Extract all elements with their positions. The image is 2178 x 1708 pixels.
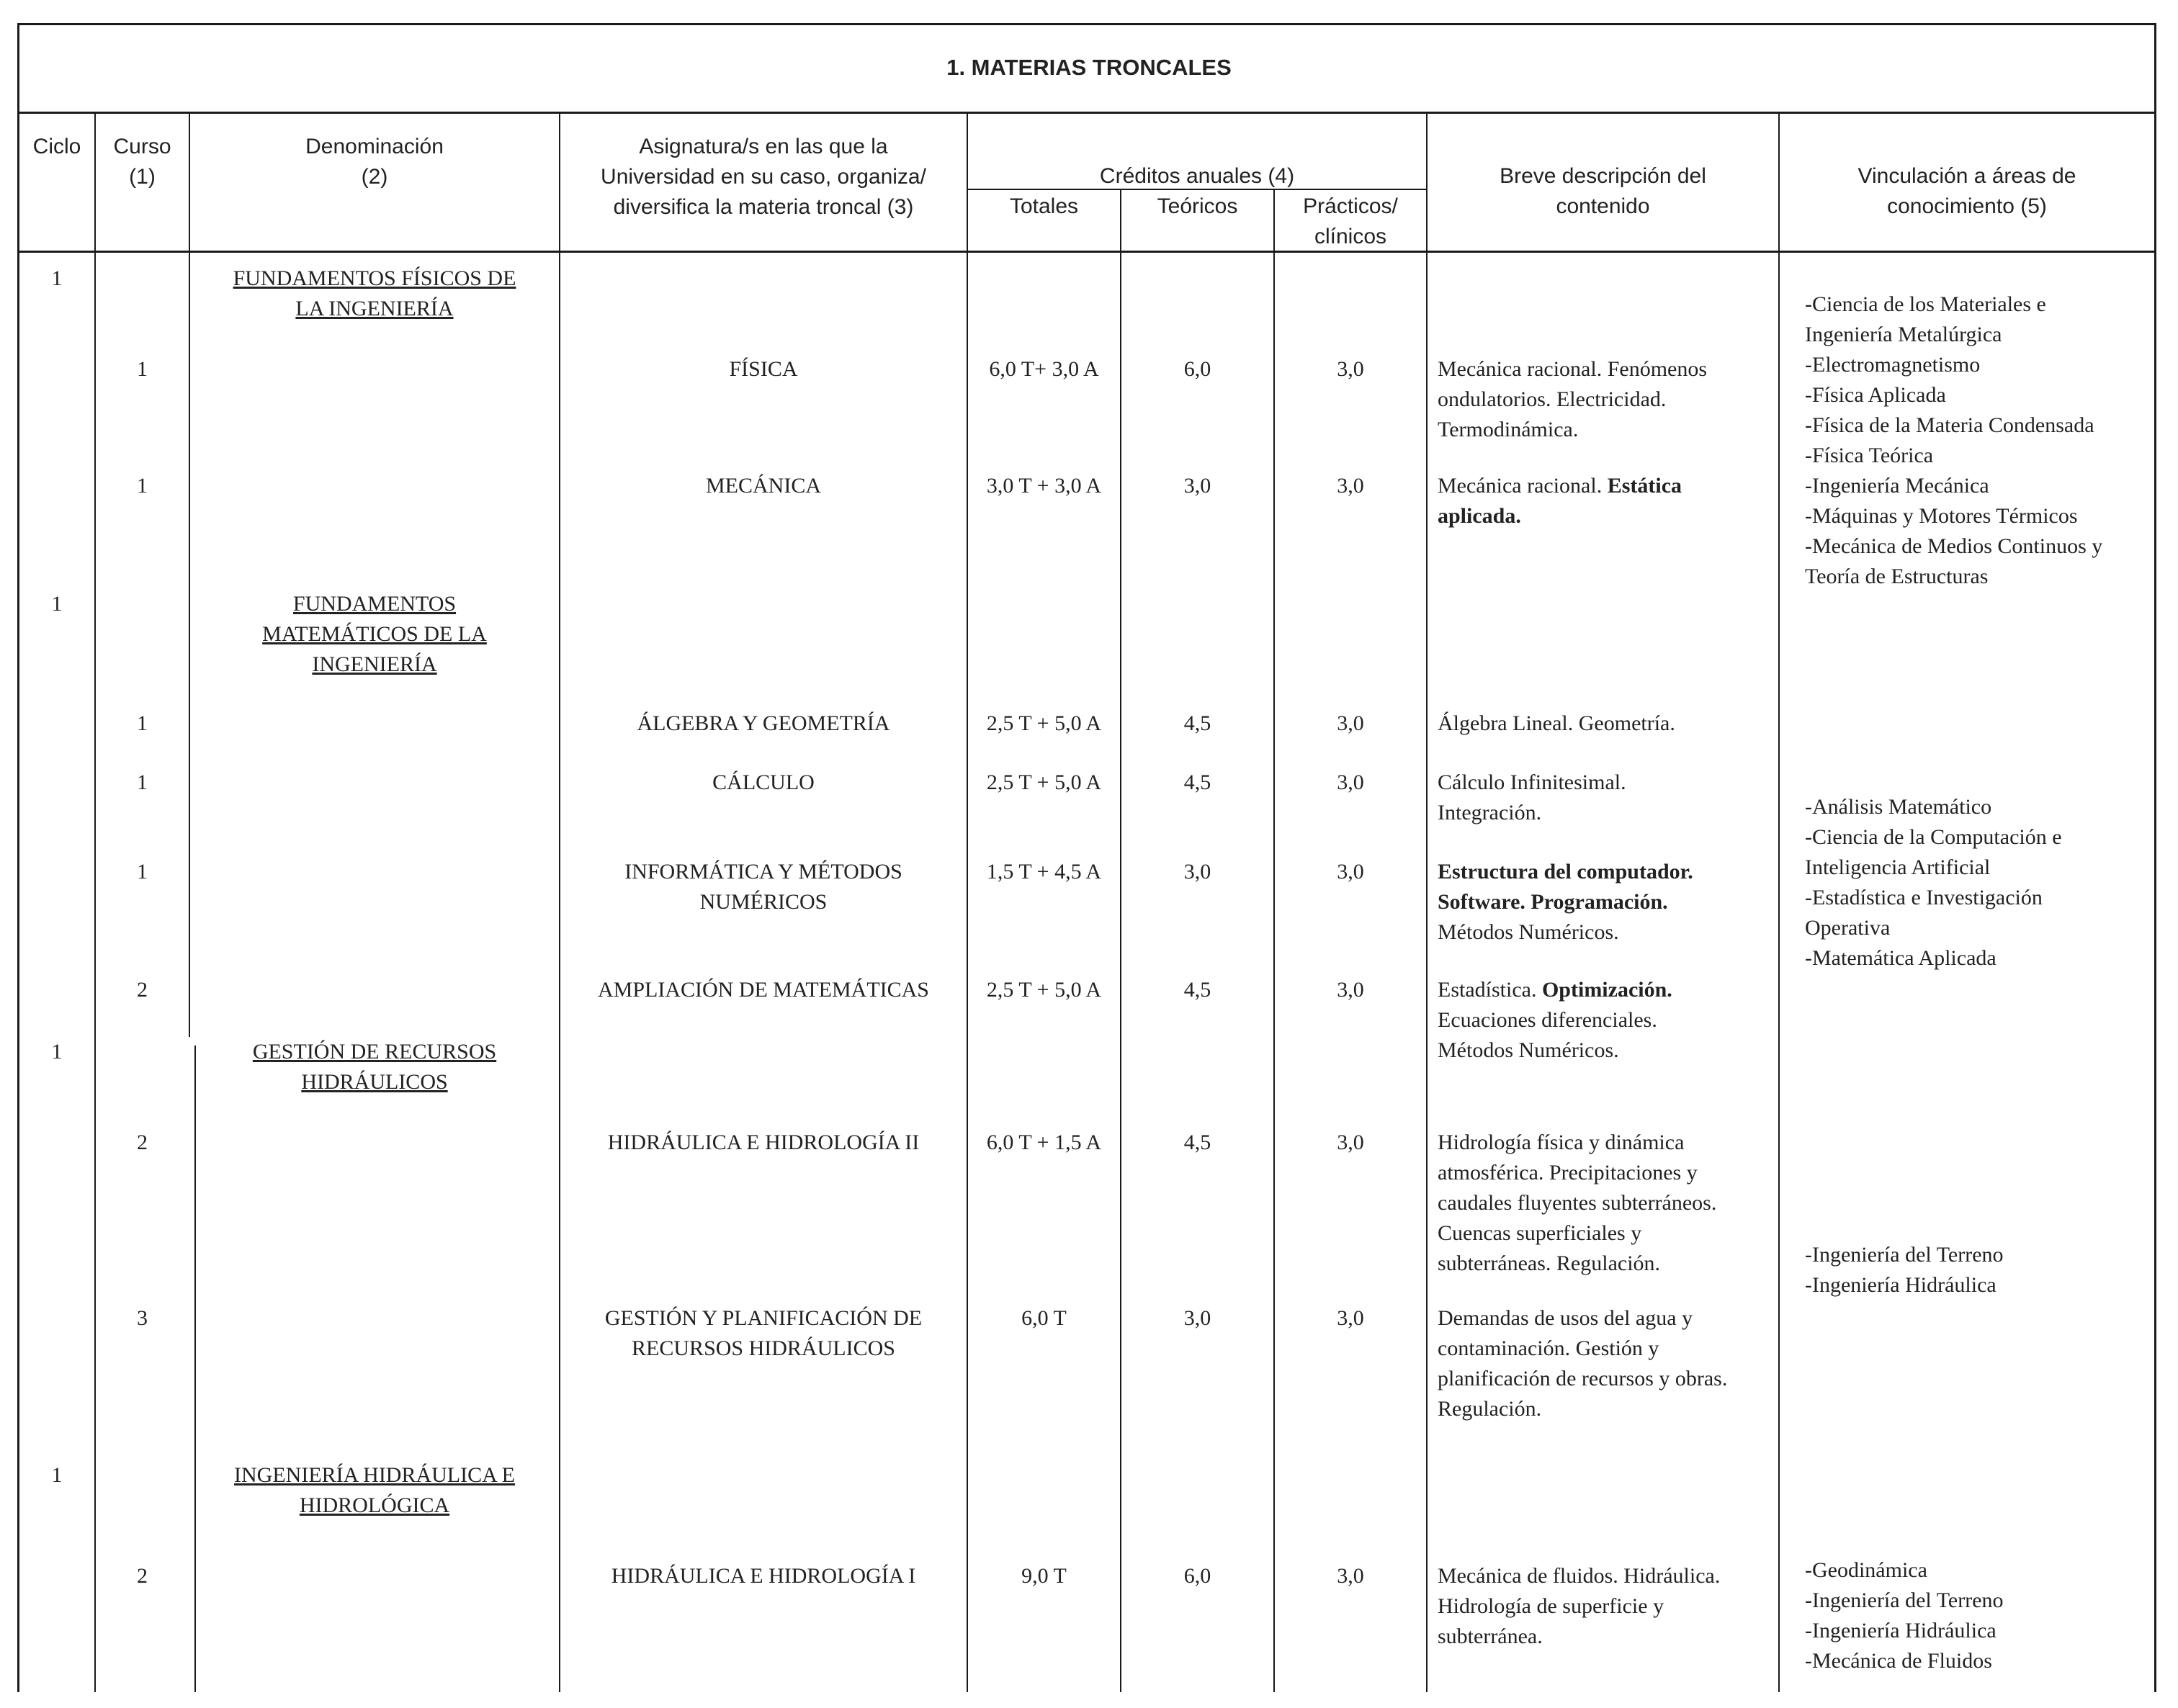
group-denominacion	[190, 1037, 559, 1097]
group-denominacion	[190, 264, 559, 324]
cell-line: INFORMÁTICA Y MÉTODOS	[624, 860, 902, 884]
descripcion-text: Hidrología de superficie y	[1438, 1594, 1664, 1618]
header-descripcion	[1428, 161, 1778, 222]
subject-creditos-teoricos: 3,0	[1183, 1306, 1211, 1330]
subject-curso: 3	[137, 1306, 148, 1330]
group-denominacion	[190, 1460, 559, 1521]
vinculacion-line: -Física Aplicada	[1805, 383, 1946, 407]
descripcion-text: Mecánica de fluidos. Hidráulica.	[1438, 1564, 1721, 1588]
header-curso-line: Curso	[113, 135, 171, 158]
descripcion-bold-text: Estructura del computador.	[1438, 860, 1693, 884]
subject-curso: 1	[137, 860, 148, 884]
title-separator	[17, 112, 2156, 114]
descripcion-line	[1438, 1591, 1776, 1622]
subject-creditos-teoricos: 4,5	[1183, 711, 1211, 735]
table-title: 1. MATERIAS TRONCALES	[946, 55, 1232, 80]
descripcion-line	[1438, 1128, 1776, 1158]
group-denominacion-line: INGENIERÍA	[312, 652, 437, 676]
header-curso-line: (1)	[129, 165, 156, 189]
col-divider-curso	[189, 112, 190, 1037]
subject-asignatura	[560, 471, 967, 501]
vinculacion-line: Inteligencia Artificial	[1805, 855, 1991, 879]
vinculacion-line: -Ingeniería Hidráulica	[1805, 1619, 1996, 1642]
header-creditos-anuales: Créditos anuales (4)	[1099, 164, 1295, 188]
cell-line: AMPLIACIÓN DE MATEMÁTICAS	[597, 978, 929, 1002]
vinculacion-line: Teoría de Estructuras	[1805, 565, 1989, 588]
descripcion-text: Hidrología física y dinámica	[1438, 1131, 1685, 1154]
vinculacion-line: -Ciencia de la Computación e	[1805, 825, 2062, 849]
descripcion-line	[1438, 1035, 1776, 1066]
subject-creditos-practicos: 3,0	[1337, 1564, 1364, 1588]
group-ciclo: 1	[51, 1463, 63, 1487]
table-border-top	[17, 23, 2156, 25]
subject-curso: 2	[137, 1564, 148, 1588]
descripcion-line	[1438, 1249, 1776, 1279]
descripcion-line	[1438, 975, 1776, 1005]
cell-line: MECÁNICA	[705, 474, 821, 498]
subject-asignatura	[560, 1303, 967, 1364]
subject-creditos-practicos: 3,0	[1337, 711, 1364, 735]
subject-asignatura	[560, 857, 967, 917]
subject-curso: 1	[137, 770, 148, 794]
group-ciclo: 1	[51, 592, 63, 616]
descripcion-bold-text: Software. Programación.	[1438, 890, 1668, 914]
vinculacion-block	[1805, 792, 2062, 974]
descripcion-bold-text: Estática	[1607, 474, 1682, 498]
subject-asignatura	[560, 1128, 967, 1158]
header-asignaturas-line: diversifica la materia troncal (3)	[613, 195, 914, 219]
col-divider-asignatura	[967, 112, 968, 1692]
header-asignaturas	[560, 132, 967, 223]
subject-creditos-totales: 9,0 T	[1021, 1564, 1067, 1588]
subject-descripcion	[1438, 709, 1776, 739]
vinculacion-line: -Matemática Aplicada	[1805, 946, 1996, 970]
descripcion-line	[1438, 1394, 1776, 1424]
subject-descripcion	[1438, 1561, 1776, 1652]
descripcion-text: Métodos Numéricos.	[1438, 1038, 1619, 1062]
subject-creditos-totales: 6,0 T	[1021, 1306, 1067, 1330]
cell-line: GESTIÓN Y PLANIFICACIÓN DE	[604, 1306, 923, 1330]
descripcion-text: Mecánica racional.	[1438, 474, 1608, 498]
col-divider-totales	[1120, 189, 1121, 1692]
col-divider-teoricos	[1273, 189, 1275, 1692]
header-curso	[96, 132, 189, 192]
descripcion-text: Cuencas superficiales y	[1438, 1221, 1642, 1245]
vinculacion-block	[1805, 1240, 2004, 1300]
descripcion-bold-text: aplicada.	[1438, 504, 1521, 528]
descripcion-line	[1438, 1622, 1776, 1652]
vinculacion-line: -Mecánica de Fluidos	[1805, 1649, 1992, 1673]
header-teoricos: Teóricos	[1157, 194, 1238, 218]
col-divider-ciclo	[94, 112, 96, 1692]
subject-creditos-totales: 6,0 T+ 3,0 A	[989, 357, 1099, 381]
col-divider-curso-lower	[194, 1046, 196, 1692]
cell-line: HIDRÁULICA E HIDROLOGÍA II	[607, 1131, 920, 1154]
descripcion-text: Termodinámica.	[1438, 418, 1579, 441]
cell-line: HIDRÁULICA E HIDROLOGÍA I	[611, 1564, 916, 1588]
vinculacion-line: -Geodinámica	[1805, 1558, 1927, 1582]
subject-asignatura	[560, 354, 967, 385]
header-practicos-line: clínicos	[1314, 225, 1387, 248]
vinculacion-line: -Ingeniería Mecánica	[1805, 474, 1989, 498]
header-vinculacion	[1780, 161, 2154, 222]
cell-line: RECURSOS HIDRÁULICOS	[632, 1336, 895, 1360]
descripcion-line	[1438, 768, 1776, 798]
subject-asignatura	[560, 1561, 967, 1591]
subject-creditos-practicos: 3,0	[1337, 1131, 1364, 1154]
descripcion-text: Regulación.	[1438, 1397, 1542, 1421]
subject-creditos-totales: 6,0 T + 1,5 A	[986, 1131, 1102, 1154]
group-denominacion	[190, 589, 559, 680]
subject-descripcion	[1438, 768, 1776, 828]
subject-creditos-practicos: 3,0	[1337, 770, 1364, 794]
vinculacion-block	[1805, 1555, 2004, 1676]
descripcion-text: ondulatorios. Electricidad.	[1438, 387, 1667, 411]
header-ciclo-label: Ciclo	[32, 135, 81, 158]
subject-creditos-totales: 2,5 T + 5,0 A	[986, 978, 1102, 1002]
subject-descripcion	[1438, 975, 1776, 1066]
descripcion-text: contaminación. Gestión y	[1438, 1336, 1659, 1360]
descripcion-text: Integración.	[1438, 801, 1542, 824]
descripcion-text: subterráneas. Regulación.	[1438, 1251, 1661, 1275]
header-descripcion-line: Breve descripción del	[1500, 164, 1706, 188]
vinculacion-line: -Análisis Matemático	[1805, 795, 1992, 819]
descripcion-line	[1438, 1303, 1776, 1334]
descripcion-line	[1438, 415, 1776, 445]
subject-asignatura	[560, 975, 967, 1005]
descripcion-text: Álgebra Lineal. Geometría.	[1438, 711, 1675, 735]
group-denominacion-line: FUNDAMENTOS	[292, 592, 457, 616]
subject-creditos-teoricos: 6,0	[1183, 357, 1211, 381]
header-denominacion-line: (2)	[361, 165, 388, 189]
descripcion-text: atmosférica. Precipitaciones y	[1438, 1161, 1698, 1185]
subject-creditos-practicos: 3,0	[1337, 1306, 1364, 1330]
subject-creditos-teoricos: 6,0	[1183, 1564, 1211, 1588]
descripcion-text: Estadística.	[1438, 978, 1542, 1002]
descripcion-line	[1438, 354, 1776, 385]
col-divider-creditos	[1426, 112, 1428, 1692]
descripcion-bold-text: Optimización.	[1541, 978, 1672, 1002]
descripcion-text: planificación de recursos y obras.	[1438, 1367, 1728, 1390]
header-denominacion	[190, 132, 559, 192]
vinculacion-line: -Ingeniería del Terreno	[1805, 1243, 2004, 1267]
cell-line: ÁLGEBRA Y GEOMETRÍA	[637, 711, 890, 735]
descripcion-line	[1438, 1561, 1776, 1591]
vinculacion-line: -Máquinas y Motores Térmicos	[1805, 504, 2078, 528]
header-separator	[17, 251, 2156, 253]
subject-creditos-totales: 1,5 T + 4,5 A	[986, 860, 1102, 884]
subject-creditos-teoricos: 3,0	[1183, 474, 1211, 498]
descripcion-line	[1438, 1218, 1776, 1249]
descripcion-line	[1438, 1005, 1776, 1035]
vinculacion-line: Operativa	[1805, 916, 1891, 940]
subject-descripcion	[1438, 1128, 1776, 1279]
header-vinculacion-line: Vinculación a áreas de	[1857, 164, 2076, 188]
subject-curso: 1	[137, 357, 148, 381]
cell-line: NUMÉRICOS	[699, 890, 828, 914]
vinculacion-line: -Ciencia de los Materiales e	[1805, 292, 2046, 316]
subject-creditos-practicos: 3,0	[1337, 474, 1364, 498]
descripcion-line	[1438, 709, 1776, 739]
header-denominacion-line: Denominación	[305, 135, 444, 158]
group-denominacion-line: HIDRÁULICOS	[301, 1070, 448, 1094]
subject-curso: 1	[137, 711, 148, 735]
subject-creditos-practicos: 3,0	[1337, 860, 1364, 884]
descripcion-line	[1438, 857, 1776, 887]
descripcion-text: Mecánica racional. Fenómenos	[1438, 357, 1708, 381]
subject-asignatura	[560, 768, 967, 798]
group-denominacion-line: FUNDAMENTOS FÍSICOS DE	[233, 266, 516, 290]
subject-creditos-teoricos: 3,0	[1183, 860, 1211, 884]
cell-line: FÍSICA	[729, 357, 798, 381]
descripcion-line	[1438, 798, 1776, 828]
header-practicos-line: Prácticos/	[1303, 194, 1398, 218]
header-vinculacion-line: conocimiento (5)	[1887, 194, 2047, 218]
col-divider-descripcion	[1778, 112, 1780, 1692]
group-ciclo: 1	[51, 266, 63, 290]
subject-descripcion	[1438, 857, 1776, 948]
subject-creditos-totales: 2,5 T + 5,0 A	[986, 711, 1102, 735]
subject-creditos-practicos: 3,0	[1337, 357, 1364, 381]
vinculacion-line: -Mecánica de Medios Continuos y	[1805, 534, 2103, 558]
header-asignaturas-line: Universidad en su caso, organiza/	[601, 165, 926, 189]
subject-curso: 1	[137, 474, 148, 498]
subject-creditos-totales: 2,5 T + 5,0 A	[986, 770, 1102, 794]
header-descripcion-line: contenido	[1556, 194, 1650, 218]
table-border-right	[2154, 23, 2156, 1692]
subject-creditos-teoricos: 4,5	[1183, 978, 1211, 1002]
vinculacion-block	[1805, 289, 2102, 592]
vinculacion-line: -Ingeniería del Terreno	[1805, 1588, 2004, 1612]
group-denominacion-line: GESTIÓN DE RECURSOS	[252, 1040, 497, 1064]
descripcion-text: subterránea.	[1438, 1624, 1543, 1648]
header-practicos	[1275, 192, 1426, 252]
descripcion-line	[1438, 917, 1776, 948]
subject-creditos-practicos: 3,0	[1337, 978, 1364, 1002]
subject-creditos-teoricos: 4,5	[1183, 770, 1211, 794]
descripcion-line	[1438, 1334, 1776, 1364]
cell-line: CÁLCULO	[712, 770, 815, 794]
descripcion-line	[1438, 501, 1776, 531]
vinculacion-line: -Ingeniería Hidráulica	[1805, 1273, 1996, 1297]
descripcion-text: Demandas de usos del agua y	[1438, 1306, 1693, 1330]
header-asignaturas-line: Asignatura/s en las que la	[639, 135, 888, 158]
subject-descripcion	[1438, 1303, 1776, 1424]
descripcion-line	[1438, 1364, 1776, 1394]
subject-descripcion	[1438, 471, 1776, 531]
vinculacion-line: -Electromagnetismo	[1805, 353, 1981, 377]
header-ciclo	[19, 132, 94, 162]
subject-curso: 2	[137, 1131, 148, 1154]
vinculacion-line: -Física de la Materia Condensada	[1805, 413, 2094, 437]
group-denominacion-line: INGENIERÍA HIDRÁULICA E	[234, 1463, 515, 1487]
descripcion-text: Ecuaciones diferenciales.	[1438, 1008, 1657, 1032]
vinculacion-line: Ingeniería Metalúrgica	[1805, 323, 2002, 346]
group-denominacion-line: LA INGENIERÍA	[295, 297, 454, 320]
descripcion-line	[1438, 471, 1776, 501]
descripcion-text: caudales fluyentes subterráneos.	[1438, 1191, 1717, 1215]
descripcion-line	[1438, 1158, 1776, 1188]
descripcion-line	[1438, 385, 1776, 415]
subject-creditos-totales: 3,0 T + 3,0 A	[986, 474, 1102, 498]
subject-descripcion	[1438, 354, 1776, 445]
descripcion-text: Métodos Numéricos.	[1438, 920, 1619, 944]
subject-creditos-teoricos: 4,5	[1183, 1131, 1211, 1154]
descripcion-line	[1438, 887, 1776, 917]
header-totales: Totales	[1009, 194, 1079, 218]
group-denominacion-line: MATEMÁTICOS DE LA	[262, 622, 487, 646]
group-ciclo: 1	[51, 1040, 63, 1064]
vinculacion-line: -Física Teórica	[1805, 444, 1934, 467]
descripcion-text: Cálculo Infinitesimal.	[1438, 770, 1626, 794]
subject-curso: 2	[137, 978, 148, 1002]
group-denominacion-line: HIDROLÓGICA	[299, 1493, 450, 1517]
subject-asignatura	[560, 709, 967, 739]
vinculacion-line: -Estadística e Investigación	[1805, 886, 2043, 909]
descripcion-line	[1438, 1188, 1776, 1218]
